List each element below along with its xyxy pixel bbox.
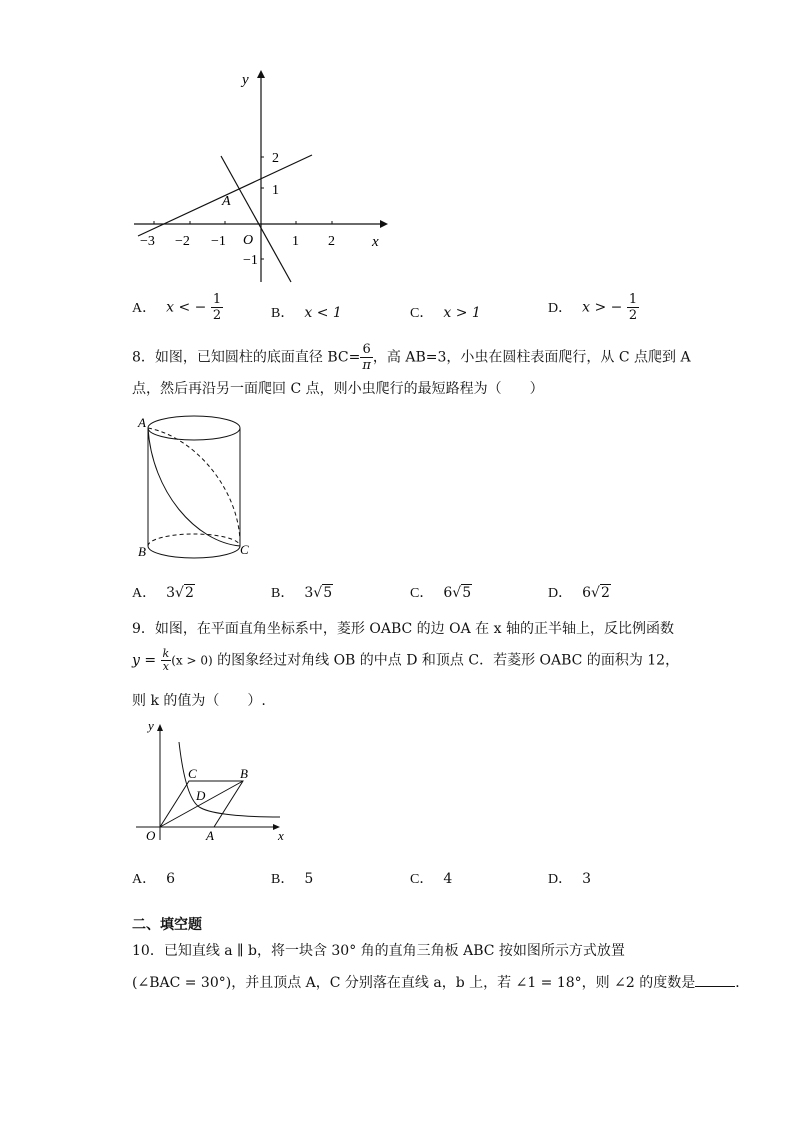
q9-option-a[interactable]: A． 6 — [132, 871, 176, 887]
q9-option-d[interactable]: D． 3 — [548, 871, 592, 887]
q9-label-d: D — [196, 788, 206, 803]
q9-line-3: 则 k 的值为（ ）. — [132, 693, 266, 709]
q9-label-b: B — [240, 766, 248, 781]
cylinder-top — [148, 416, 240, 440]
q9-label-o: O — [146, 828, 156, 843]
q7-y-tick: 2 — [272, 151, 279, 166]
q9-option-c[interactable]: C． 4 — [410, 871, 453, 887]
fraction: $\frac{6}{\pi}$ — [362, 342, 371, 373]
q9-rhombus-figure — [132, 716, 292, 846]
q9-label-x: x — [278, 828, 284, 843]
q7-y-tick: −1 — [243, 253, 258, 268]
q9-label-y: y — [148, 718, 154, 733]
q9-line-2: y = $\frac{k}{x}$ (x > 0) 的图象经过对角线 OB 的中点 D 和顶点 C．若菱形 OABC 的面积为 12， — [132, 647, 680, 673]
q9-y-arrow-icon — [157, 724, 163, 731]
q10-line-2: (∠BAC = 30°)，并且顶点 A，C 分别落在直线 a，b 上，若 ∠1 = 18°，则 ∠2 的度数是 ． — [132, 975, 750, 991]
q8-line-1: 8．如图，已知圆柱的底面直径 BC= $\frac{6}{\pi}$ ，高 AB=3，小虫在圆柱表面爬行，从 C 点爬到 A — [132, 342, 691, 373]
q7-x-tick: −3 — [140, 234, 155, 249]
q8-label-b: B — [138, 544, 146, 559]
q9-option-b[interactable]: B． 5 — [271, 871, 314, 887]
q7-option-b[interactable]: B． x < 1 — [271, 305, 342, 321]
q7-y-tick: 1 — [272, 183, 279, 198]
q7-origin-label: O — [243, 233, 254, 248]
fraction: $\frac{1}{2}$ — [628, 292, 638, 323]
q7-y-label: y — [242, 72, 249, 88]
q7-x-arrow-icon — [380, 220, 388, 228]
fraction: $\frac{k}{x}$ — [162, 647, 170, 673]
q8-option-d[interactable]: D． 6√2 — [548, 585, 610, 601]
q7-option-d[interactable]: D． x > − $\frac{1}{2}$ — [548, 292, 638, 323]
section-title: 二、填空题 — [132, 917, 202, 933]
q7-y-arrow-icon — [257, 70, 265, 78]
insect-path-back — [148, 428, 240, 546]
cylinder-bottom-back — [148, 534, 240, 546]
q9-line-1: 9．如图，在平面直角坐标系中，菱形 OABC 的边 OA 在 x 轴的正半轴上，反比例函数 — [132, 621, 674, 637]
q8-option-a[interactable]: A． 3√2 — [132, 585, 194, 601]
answer-blank[interactable] — [695, 986, 735, 987]
q8-label-a: A — [138, 415, 146, 430]
q7-point-a-label: A — [222, 194, 231, 209]
q7-option-c[interactable]: C． x > 1 — [410, 305, 481, 321]
q7-x-label: x — [372, 234, 379, 250]
q7-x-tick: 2 — [328, 234, 335, 249]
q9-label-a: A — [206, 828, 214, 843]
insect-path-front — [148, 428, 240, 546]
q8-line-2: 点，然后再沿另一面爬回 C 点，则小虫爬行的最短路程为（ ） — [132, 381, 544, 397]
q8-cylinder-figure — [136, 412, 256, 562]
q7-option-a[interactable]: A． x < − $\frac{1}{2}$ — [132, 292, 222, 323]
q7-x-tick: 1 — [292, 234, 299, 249]
q7-x-tick: −2 — [175, 234, 190, 249]
q7-x-tick: −1 — [211, 234, 226, 249]
q7-graph — [126, 60, 396, 292]
q10-line-1: 10．已知直线 a ∥ b，将一块含 30° 角的直角三角板 ABC 按如图所示方式放置 — [132, 943, 625, 959]
q8-label-c: C — [240, 542, 249, 557]
q9-label-c: C — [188, 766, 197, 781]
cylinder-bottom-front — [148, 546, 240, 558]
q8-option-b[interactable]: B． 3√5 — [271, 585, 333, 601]
q8-option-c[interactable]: C． 6√5 — [410, 585, 472, 601]
fraction: $\frac{1}{2}$ — [212, 292, 222, 323]
